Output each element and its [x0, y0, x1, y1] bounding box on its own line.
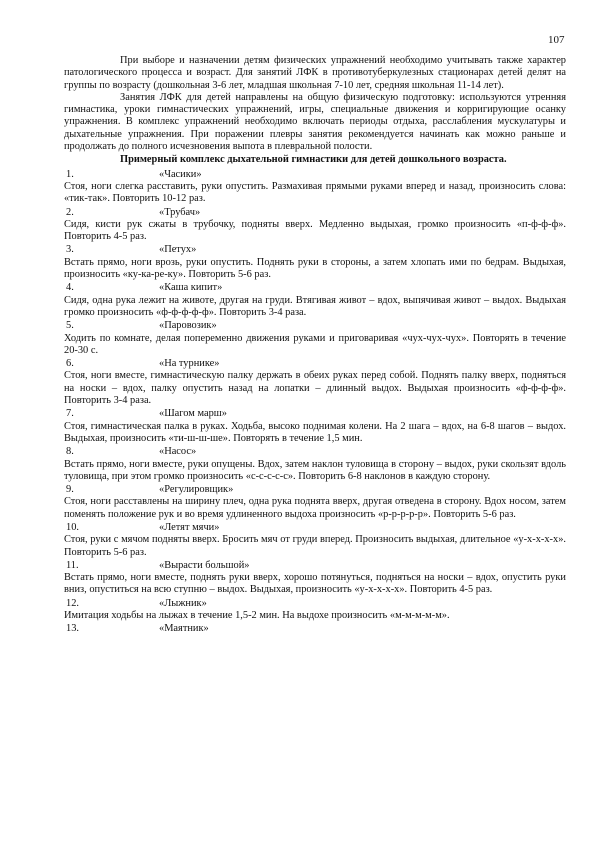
page-number: 107: [548, 34, 565, 46]
exercise-title: «Летят мячи»: [159, 521, 220, 533]
exercise-item: [64, 522, 566, 559]
exercise-title: «Лыжник»: [159, 597, 207, 609]
exercise-header: [64, 244, 566, 256]
exercise-description: Стоя, руки с мячом подняты вверх. Бросить мяч от груди вперед. Произносить выдыхая, длительное «у-х-х-х-х». Повторить 5-6 раз.: [64, 534, 566, 558]
exercise-item: [64, 358, 566, 407]
exercise-number: 5.: [66, 320, 74, 332]
exercise-number: 12.: [66, 597, 79, 609]
lfk-paragraph: Занятия ЛФК для детей направлены на общую физическую подготовку: используются утренняя гимнастика, уроки гимнастических упражнений, игры, специальные движения и корригирующие осанку упражнения. В комплекс упражнений необходимо включать периоды отдыха, расслабления мускулатуры и дыхательные упражнения. При поражении плевры занятия рекомендуется начинать как можно раньше и продолжать до полного исчезновения выпота в плевральной полости.: [64, 91, 566, 153]
exercise-number: 3.: [66, 244, 74, 256]
exercise-number: 10.: [66, 521, 79, 533]
exercise-header: [64, 207, 566, 219]
exercise-title: «Часики»: [159, 168, 202, 180]
exercise-description: Стоя, гимнастическая палка в руках. Ходьба, высоко поднимая колени. На 2 шага – вдох, на 6-8 шагов – выдох. Выдыхая, произносить «ти-ш-ш-ше». Повторять в течение 1,5 мин.: [64, 420, 566, 444]
exercise-description: Сидя, одна рука лежит на животе, другая на груди. Втягивая живот – вдох, выпячивая живот – выдох. Выдыхая громко произносить «ф-ф-ф-ф-ф». Повторить 3-4 раза.: [64, 294, 566, 318]
exercise-item: [64, 408, 566, 445]
exercise-item: [64, 446, 566, 483]
exercise-title: «Насос»: [159, 446, 197, 458]
exercise-number: 13.: [66, 623, 79, 635]
exercise-header: [64, 623, 566, 635]
exercise-list: [64, 169, 566, 636]
exercise-header: [64, 598, 566, 610]
exercise-item: [64, 484, 566, 521]
exercise-title: «Каша кипит»: [159, 282, 223, 294]
exercise-item: [64, 623, 566, 635]
exercise-description: Стоя, ноги слегка расставить, руки опустить. Размахивая прямыми руками вперед и назад, произносить слова: «тик-так». Повторить 10-12 раз.: [64, 180, 566, 205]
page-content: [64, 55, 566, 636]
section-heading: Примерный комплекс дыхательной гимнастики для детей дошкольного возраста.: [120, 154, 507, 166]
exercise-number: 7.: [66, 408, 74, 420]
exercise-item: [64, 169, 566, 206]
exercise-description: Встать прямо, ноги вместе, поднять руки вверх, хорошо потянуться, подняться на носки – вдох, опустить руки вниз, опуститься на всю ступню – выдох. Выдыхая, произносить «у-х-х-х-х». Повторить 4-5 раз.: [64, 572, 566, 596]
exercise-title: «Вырасти большой»: [159, 559, 250, 571]
exercise-item: [64, 207, 566, 244]
exercise-number: 9.: [66, 484, 74, 496]
exercise-number: 11.: [66, 559, 79, 571]
exercise-title: «Шагом марш»: [159, 408, 227, 420]
exercise-description: Стоя, ноги вместе, гимнастическую палку держать в обеих руках перед собой. Поднять палку вверх, подняться на носки – вдох, палку опустить назад на лопатки – длинный выдох. Выдыхая произносить «ф-ф-ф-ф». Повторить 3-4 раза.: [64, 370, 566, 407]
exercise-title: «Регулировщик»: [159, 484, 234, 496]
exercise-header: [64, 282, 566, 294]
exercise-title: «Петух»: [159, 244, 197, 256]
exercise-title: «Маятник»: [159, 623, 209, 635]
exercise-number: 2.: [66, 206, 74, 218]
exercise-item: [64, 598, 566, 623]
exercise-number: 1.: [66, 168, 74, 180]
exercise-header: [64, 522, 566, 534]
exercise-header: [64, 408, 566, 420]
exercise-description: Сидя, кисти рук сжаты в трубочку, подняты вверх. Медленно выдыхая, громко произносить «п-ф-ф-ф». Повторить 4-5 раз.: [64, 218, 566, 243]
exercise-header: [64, 560, 566, 572]
exercise-description: Встать прямо, ноги врозь, руки опустить. Поднять руки в стороны, а затем хлопать ими по бедрам. Выдыхая, произносить «ку-ка-ре-ку». Повторить 5-6 раз.: [64, 256, 566, 281]
exercise-item: [64, 282, 566, 319]
exercise-header: [64, 358, 566, 370]
exercise-header: [64, 484, 566, 496]
exercise-header: [64, 169, 566, 181]
exercise-title: «На турнике»: [159, 358, 220, 370]
exercise-number: 8.: [66, 446, 74, 458]
exercise-number: 6.: [66, 358, 74, 370]
exercise-title: «Паровозик»: [159, 320, 217, 332]
intro-paragraph: При выборе и назначении детям физических упражнений необходимо учитывать также характер патологического процесса и возраст. Для занятий ЛФК в противотуберкулезных стационарах детей делят на группы по возрасту (дошкольная 3-6 лет, младшая школьная 7-10 лет, средняя школьная 11-14 лет).: [64, 55, 566, 91]
exercise-item: [64, 560, 566, 597]
exercise-header: [64, 320, 566, 332]
exercise-title: «Трубач»: [159, 206, 201, 218]
exercise-description: Стоя, ноги расставлены на ширину плеч, одна рука поднята вверх, другая отведена в сторону. Вдох носом, затем поменять положение рук и во время удлиненного выдоха произносить «р-р-р-р-р». Повторить 5-6 раз.: [64, 496, 566, 520]
exercise-number: 4.: [66, 282, 74, 294]
exercise-description: Встать прямо, ноги вместе, руки опущены. Вдох, затем наклон туловища в сторону – выдох, руки скользят вдоль туловища, при этом громко произносить «с-с-с-с-с». Повторить 6-8 наклонов в каждую сторону.: [64, 458, 566, 482]
exercise-description: Имитация ходьбы на лыжах в течение 1,5-2 мин. На выдохе произносить «м-м-м-м-м».: [64, 610, 450, 622]
exercise-item: [64, 320, 566, 357]
exercise-description: Ходить по комнате, делая попеременно движения руками и приговаривая «чух-чух-чух». Повторять в течение 20-30 с.: [64, 332, 566, 356]
exercise-header: [64, 446, 566, 458]
exercise-item: [64, 244, 566, 281]
